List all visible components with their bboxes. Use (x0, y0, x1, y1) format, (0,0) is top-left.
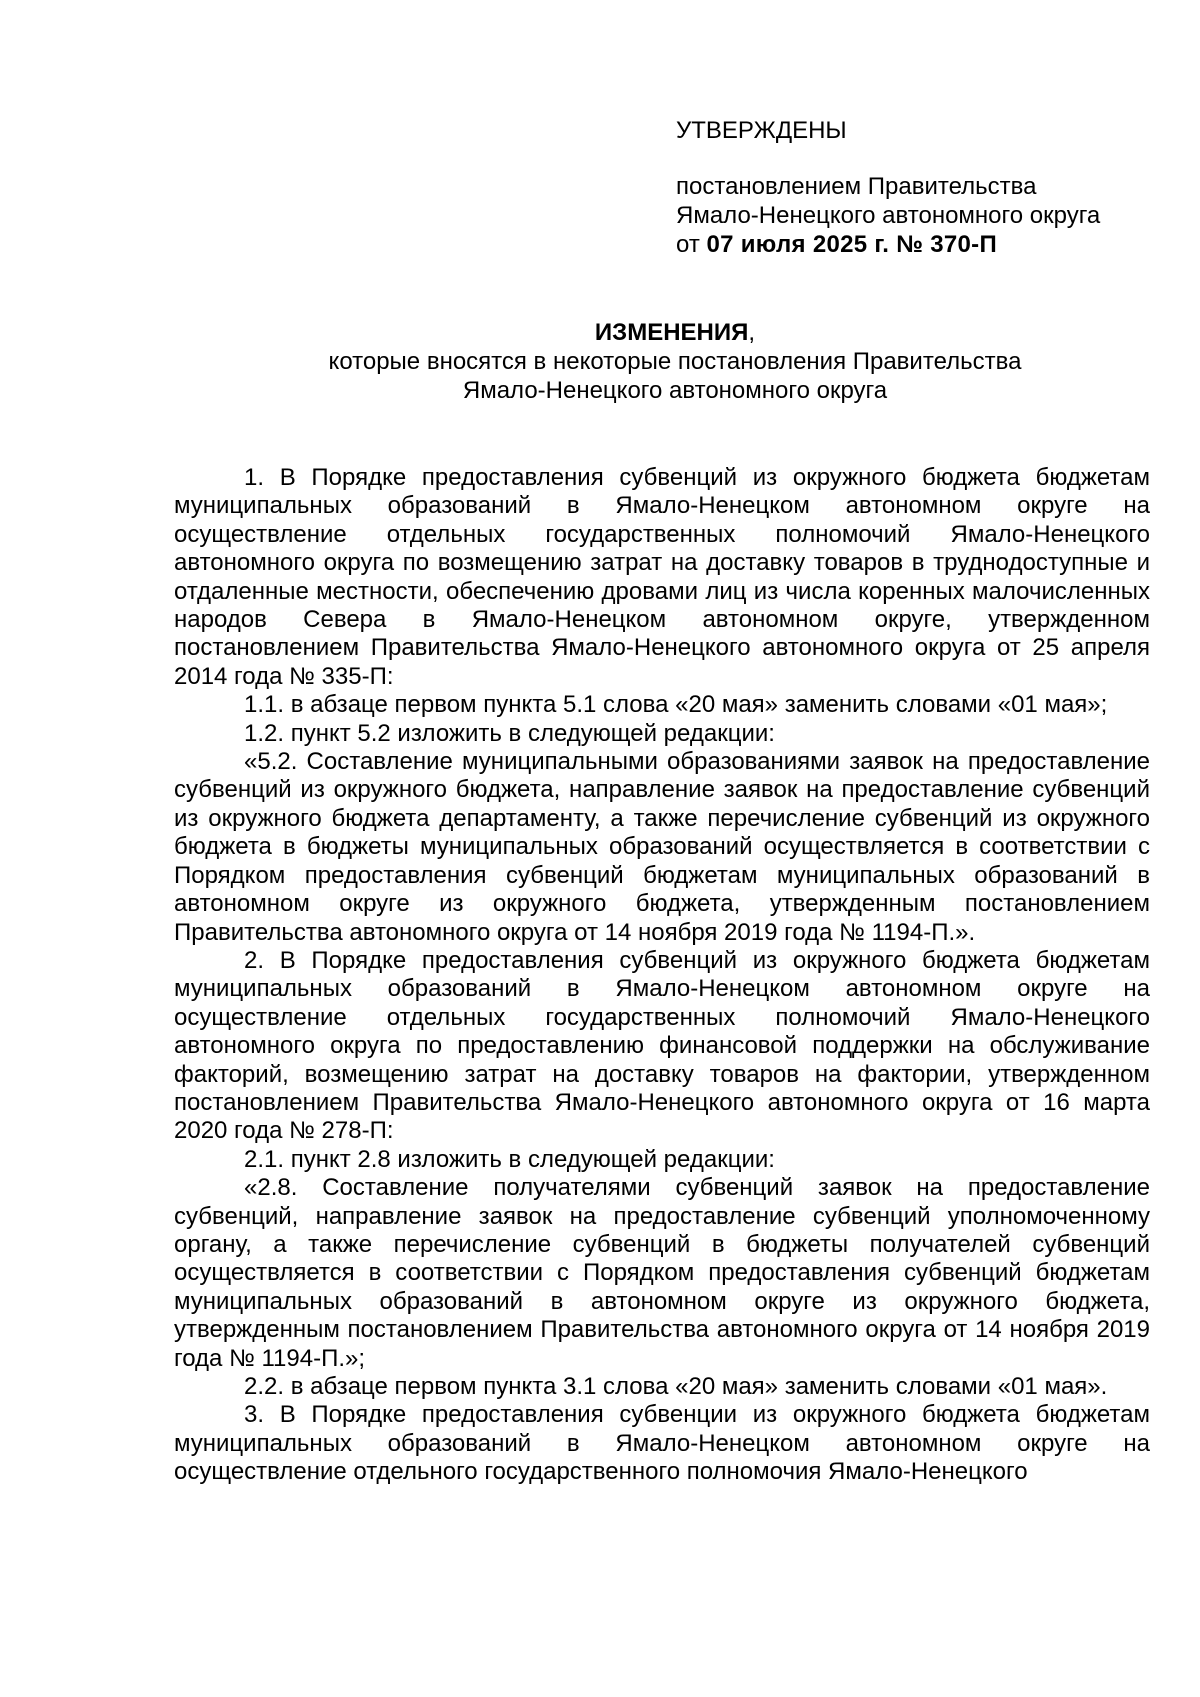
paragraph-2-2: 2.2. в абзаце первом пункта 3.1 слова «20 мая» заменить словами «01 мая». (244, 1373, 1108, 1400)
title-suffix: , (748, 319, 756, 346)
paragraph-1: 1. В Порядке предоставления субвенций из окружного бюджета бюджетам муниципальных образований в Ямало-Ненецком автономном округе на осуществление отдельных государственных полномочий Ямало-Ненецкого автономного округа по возмещению затрат на доставку товаров в труднодоступные и отдаленные местности, обеспечению дровами лиц из числа коренных малочисленных народов Севера в Ямало-Ненецком автономном округе, утвержденном постановлением Правительства Ямало-Ненецкого автономного округа от 25 апреля 2014 года № 335-П: (174, 464, 1150, 690)
document-title: ИЗМЕНЕНИЯ (594, 319, 749, 346)
paragraph-3: 3. В Порядке предоставления субвенции из окружного бюджета бюджетам муниципальных образований в Ямало-Ненецком автономном округе на осуществление отдельного государственного полномочия Ямало-Ненецкого (174, 1401, 1150, 1486)
paragraph-5-2-text: «5.2. Составление муниципальными образованиями заявок на предоставление субвенций из окружного бюджета, направление заявок на предоставление субвенций из окружного бюджета департаменту, а также перечисление субвенций из окружного бюджета в бюджеты муниципальных образований осуществляется в соответствии с Порядком предоставления субвенций бюджетам муниципальных образований в автономном округе из окружного бюджета, утвержденным постановлением Правительства автономного округа от 14 ноября 2019 года № 1194-П.». (174, 748, 1150, 946)
approval-details (676, 172, 1100, 259)
paragraph-2-1: 2.1. пункт 2.8 изложить в следующей редакции: (244, 1145, 775, 1173)
paragraph-1-1: 1.1. в абзаце первом пункта 5.1 слова «20 мая» заменить словами «01 мая»; (244, 691, 1108, 719)
paragraph-1-2: 1.2. пункт 5.2 изложить в следующей редакции: (244, 719, 775, 747)
approval-date-value: 07 июля 2025 г. № 370-П (706, 231, 998, 258)
title-line (170, 318, 1180, 347)
approval-date-prefix: от (676, 231, 700, 258)
subtitle-line-1: которые вносятся в некоторые постановления Правительства (328, 348, 1022, 375)
approval-stamp: УТВЕРЖДЕНЫ (676, 117, 847, 144)
document-heading (170, 318, 1180, 405)
document-body (174, 464, 1150, 1487)
approval-line-2: Ямало-Ненецкого автономного округа (676, 202, 1101, 229)
subtitle-line-2: Ямало-Ненецкого автономного округа (462, 377, 888, 404)
approval-line-1: постановлением Правительства (676, 173, 1037, 200)
paragraph-2: 2. В Порядке предоставления субвенций из окружного бюджета бюджетам муниципальных образований в Ямало-Ненецком автономном округе на осуществление отдельных государственных полномочий Ямало-Ненецкого автономного округа по предоставлению финансовой поддержки на обслуживание факторий, возмещению затрат на доставку товаров на фактории, утвержденном постановлением Правительства Ямало-Ненецкого автономного округа от 16 марта 2020 года № 278-П: (174, 946, 1150, 1145)
approval-block (676, 116, 1100, 259)
paragraph-2-8-text: «2.8. Составление получателями субвенций заявок на предоставление субвенций, направление заявок на предоставление субвенций уполномоченному органу, а также перечисление субвенций в бюджеты получателей субвенций осуществляется в соответствии с Порядком предоставления субвенций бюджетам муниципальных образований в автономном округе из окружного бюджета, утвержденным постановлением Правительства автономного округа от 14 ноября 2019 года № 1194-П.»; (174, 1174, 1150, 1372)
approval-date-line (676, 230, 1100, 259)
